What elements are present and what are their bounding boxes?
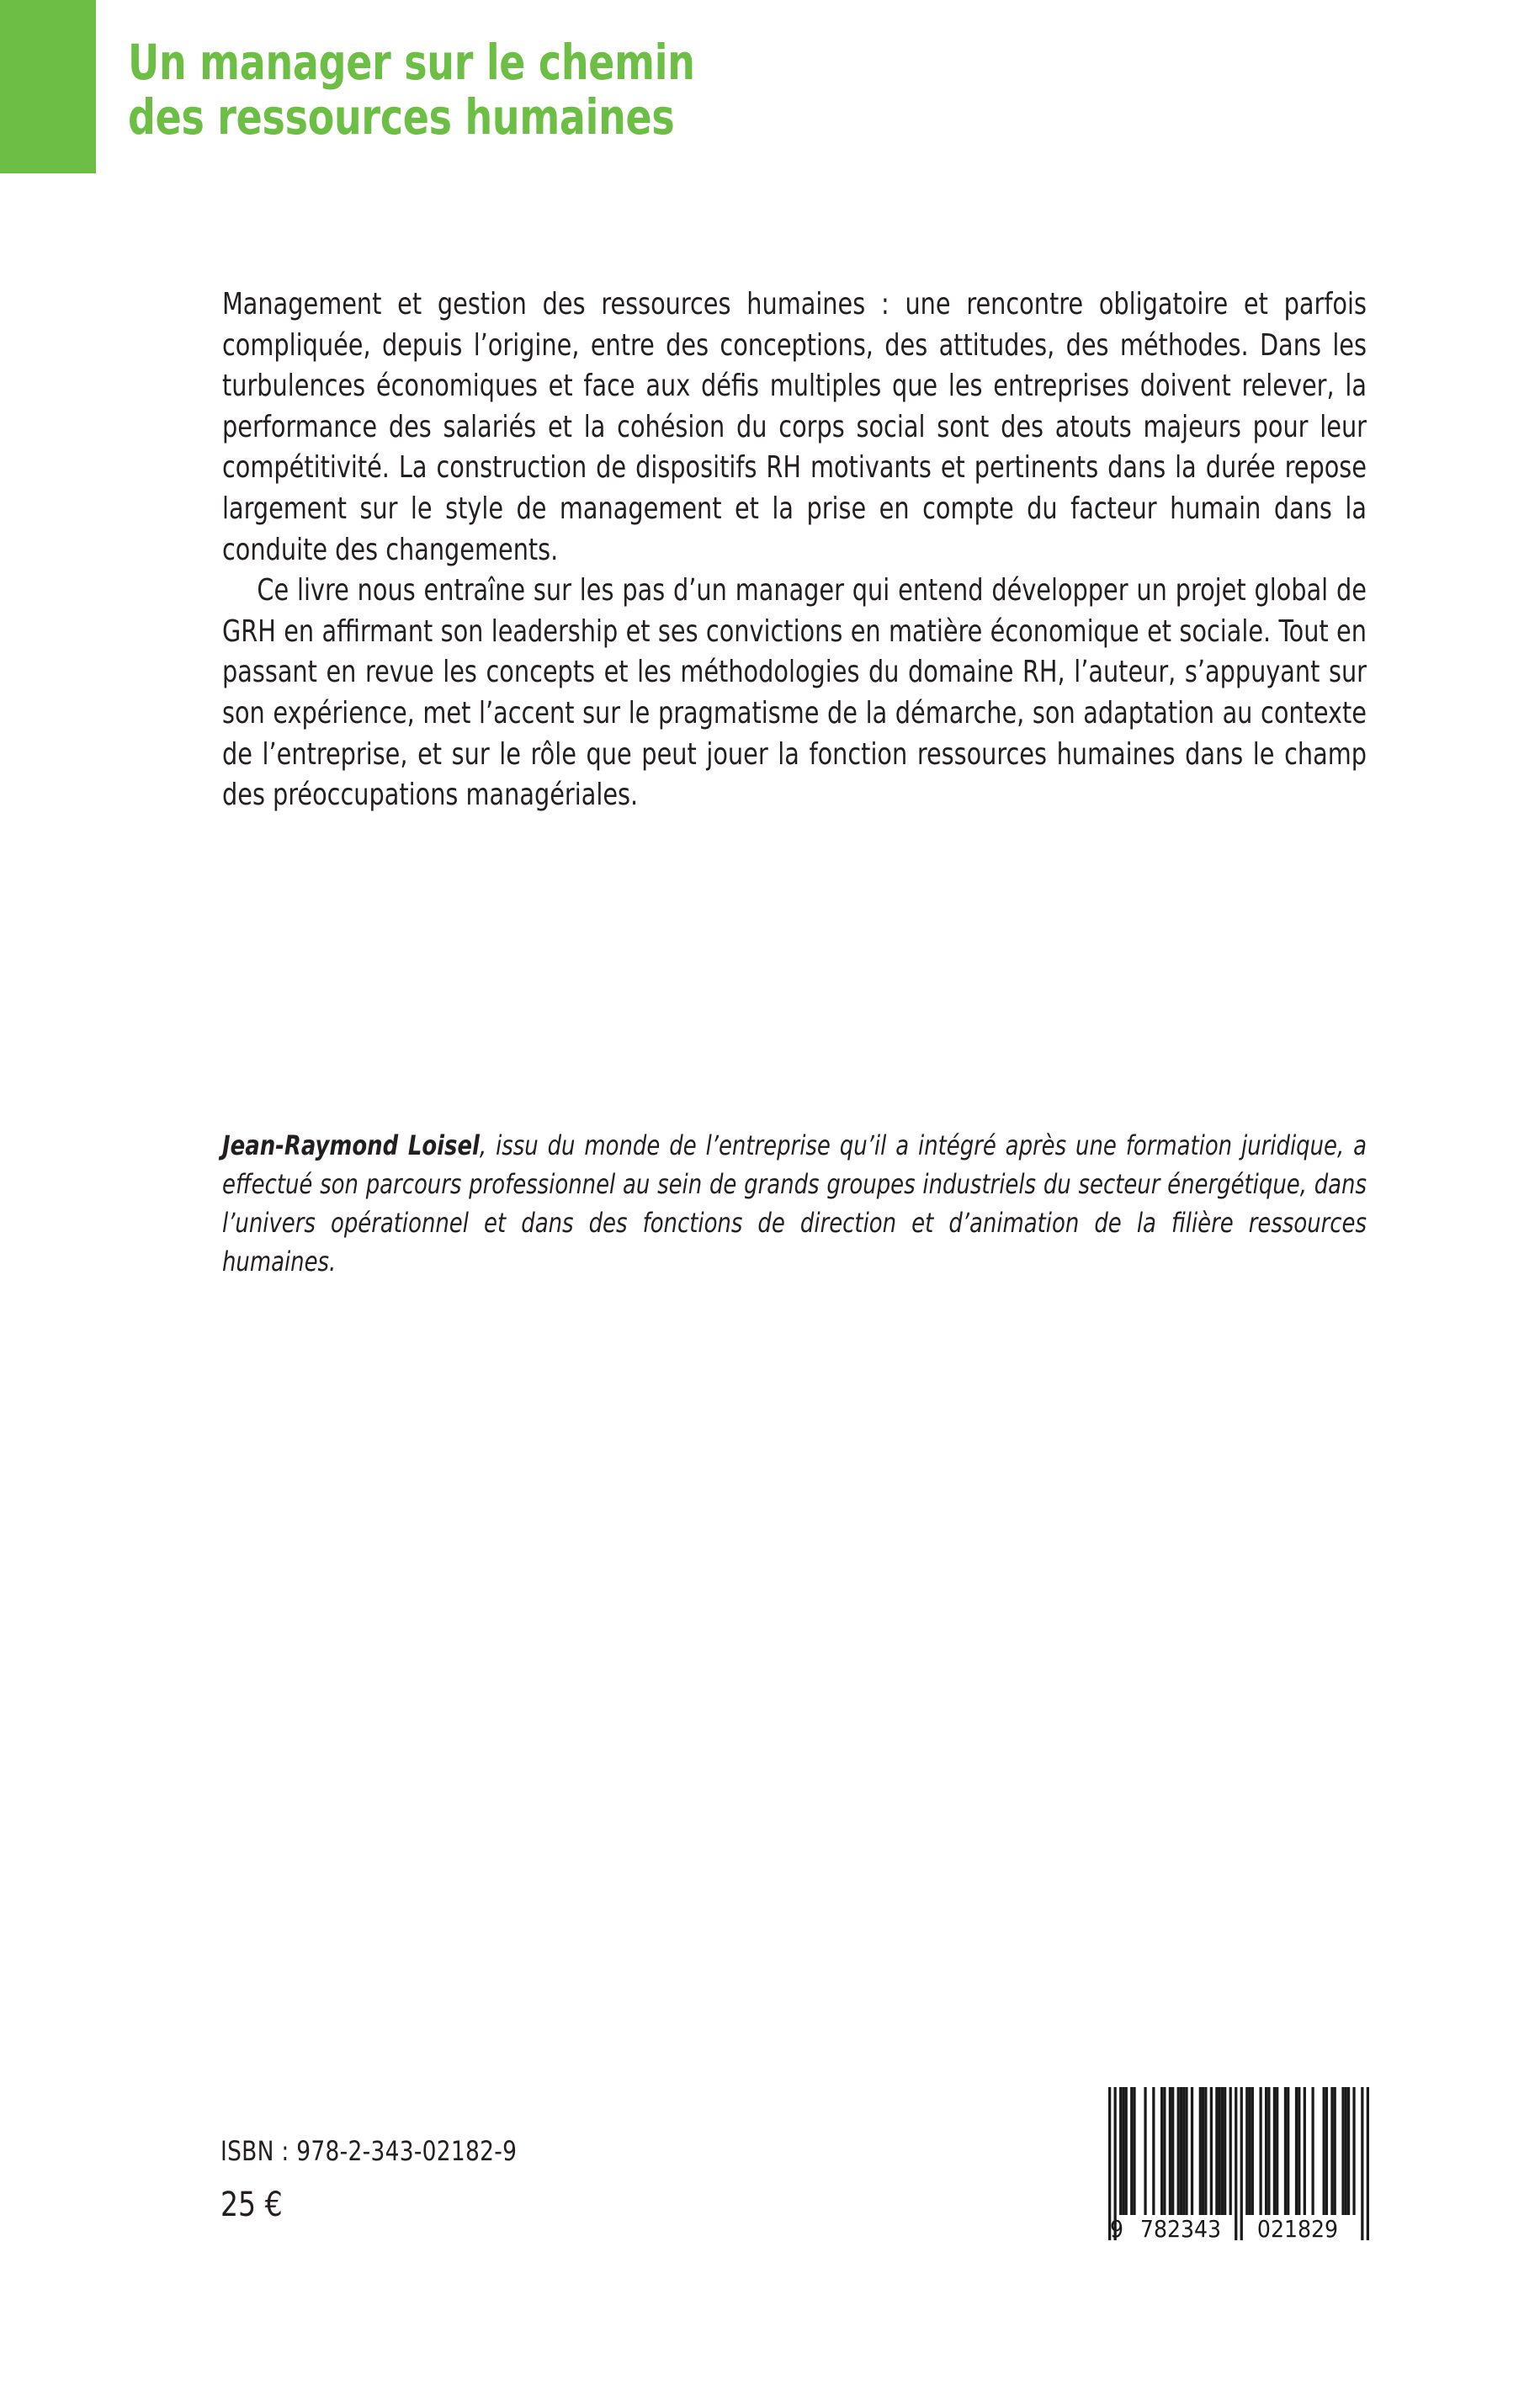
book-description xyxy=(222,284,1367,816)
isbn-text: ISBN : 978-2-343-02182-9 xyxy=(220,2135,518,2167)
barcode-digit-middle: 782343 xyxy=(1139,2215,1222,2240)
author-bio-text: , issu du monde de l’entreprise qu’il a intégré après une formation juridique, a effectué son parcours professionnel au sein de grands groupes industriels du secteur énergétique, dans l’univers opérationnel et dans des fonctions de direction et d’animation de la filière ressources humaines. xyxy=(222,1129,1367,1277)
barcode xyxy=(1108,2087,1369,2240)
title-line-1: Un manager sur le chemin xyxy=(128,34,695,91)
author-biography xyxy=(222,1126,1367,1281)
footer-left xyxy=(220,2135,543,2224)
barcode-digit-right: 021829 xyxy=(1256,2215,1339,2240)
title-line-2: des ressources humaines xyxy=(128,88,675,146)
author-name: Jean-Raymond Loisel xyxy=(222,1129,480,1161)
accent-bar xyxy=(0,0,96,173)
page-title xyxy=(128,35,1054,145)
barcode-digit-left: 9 xyxy=(1110,2215,1124,2240)
author-bio-paragraph xyxy=(222,1126,1367,1281)
price-text: 25 € xyxy=(220,2186,283,2224)
barcode-svg xyxy=(1108,2087,1369,2240)
description-paragraph-1: Management et gestion des ressources humaines : une rencontre obligatoire et parfois compliquée, depuis l’origine, entre des conceptions, des attitudes, des méthodes. Dans les turbulences économiques et face aux défis multiples que les entreprises doivent relever, la performance des salariés et la cohésion du corps social sont des atouts majeurs pour leur compétitivité. La construction de dispositifs RH motivants et pertinents dans la durée repose largement sur le style de management et la prise en compte du facteur humain dans la conduite des changements. xyxy=(222,287,1367,567)
description-paragraph-2: Ce livre nous entraîne sur les pas d’un manager qui entend développer un projet global de GRH en affirmant son leadership et ses convictions en matière économique et sociale. Tout en passant en revue les concepts et les méthodologies du domaine RH, l’auteur, s’appuyant sur son expérience, met l’accent sur le pragmatisme de la démarche, son adaptation au contexte de l’entreprise, et sur le rôle que peut jouer la fonction ressources humaines dans le champ des préoccupations managériales. xyxy=(222,573,1367,813)
